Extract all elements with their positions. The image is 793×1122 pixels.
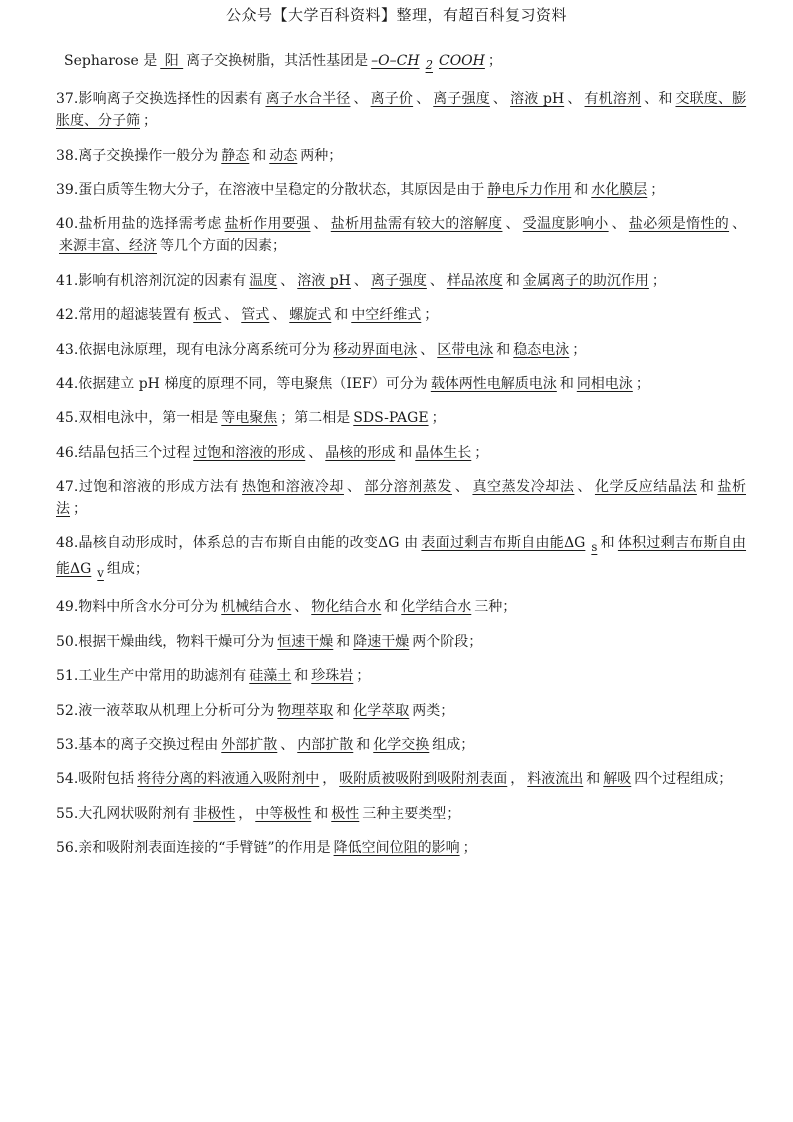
answer-blank: 外部扩散 <box>221 737 278 754</box>
question-text: 、 <box>272 307 287 324</box>
question-text: 、 <box>492 91 508 108</box>
answer-blank: 硅藻土 <box>249 668 292 685</box>
question-text: 51.工业生产中常用的助滤剂有 <box>56 668 247 685</box>
question-text: 和 <box>699 479 715 496</box>
question-49 <box>56 596 746 618</box>
question-text: 组成； <box>106 561 149 578</box>
answer-blank: 珍珠岩 <box>311 668 354 685</box>
question-text: 和 <box>314 805 329 822</box>
answer-blank: 内部扩散 <box>297 737 354 754</box>
answer-blank: 离子强度 <box>370 272 427 289</box>
question-text: 和 <box>384 599 399 616</box>
answer-blank: 受温度影响小 <box>522 216 609 233</box>
question-46 <box>56 442 746 464</box>
question-text: 和 <box>336 633 351 650</box>
question-text: 和 <box>294 668 309 685</box>
question-text: 、 <box>313 216 328 233</box>
question-text: ， <box>238 805 253 822</box>
question-text: 、 <box>567 91 582 108</box>
answer-blank: COOH <box>438 53 485 69</box>
question-text: 、和 <box>644 91 673 108</box>
answer-blank: 解吸 <box>603 771 632 788</box>
answer-blank: 来源丰富、经济 <box>59 238 157 255</box>
question-text: ； <box>431 410 446 427</box>
answer-blank: 螺旋式 <box>289 307 332 324</box>
answer-blank: 移动界面电泳 <box>333 341 418 358</box>
question-text: 、 <box>280 272 295 289</box>
question-text: 41.影响有机溶剂沉淀的因素有 <box>56 272 247 289</box>
answer-blank: 板式 <box>193 307 222 324</box>
question-text: 52.液一液萃取从机理上分析可分为 <box>56 702 275 719</box>
answer-blank: 化学反应结晶法 <box>594 479 697 496</box>
question-text: 、 <box>611 216 626 233</box>
question-text: 45.双相电泳中，第一相是 <box>56 410 219 427</box>
question-text: 组成； <box>432 737 475 754</box>
question-56 <box>56 837 746 859</box>
question-text: 和 <box>336 702 351 719</box>
question-text: ； <box>356 668 371 685</box>
answer-blank: 料液流出 <box>527 771 584 788</box>
answer-blank: 降低空间位阻的影响 <box>333 840 460 857</box>
answer-blank: 水化膜层 <box>591 181 648 198</box>
question-47 <box>56 476 746 520</box>
question-text: 离子交换树脂，其活性基团是 <box>186 53 369 69</box>
question-text: ； <box>462 840 477 857</box>
question-text: 和 <box>586 771 601 788</box>
question-text: 、 <box>294 599 309 616</box>
question-text: ， <box>510 771 525 788</box>
question-text: 三种； <box>474 599 517 616</box>
answer-blank: 非极性 <box>193 805 236 822</box>
answer-blank: 晶核的形成 <box>325 444 396 461</box>
document-body <box>56 50 746 872</box>
question-pre <box>56 50 746 76</box>
question-text: 三种主要类型； <box>362 805 461 822</box>
question-42 <box>56 304 746 326</box>
question-text: 49.物料中所含水分可分为 <box>56 599 219 616</box>
answer-blank: 样品浓度 <box>446 272 503 289</box>
answer-blank: 盐必须是惰性的 <box>628 216 730 233</box>
answer-blank: 静电斥力作用 <box>487 181 572 198</box>
answer-blank: 表面过剩吉布斯自由能ΔG <box>421 535 586 552</box>
question-text: 和 <box>559 375 574 392</box>
subscript: 2 <box>425 57 433 72</box>
question-text: ； <box>650 181 665 198</box>
question-44 <box>56 373 746 395</box>
question-text: 55.大孔网状吸附剂有 <box>56 805 191 822</box>
question-50 <box>56 631 746 653</box>
answer-blank: 中空纤维式 <box>351 307 422 324</box>
question-text: 、 <box>429 272 444 289</box>
question-41 <box>56 270 746 292</box>
answer-blank: 动态 <box>269 147 298 164</box>
answer-blank: 溶液 pH <box>297 272 351 289</box>
question-text: 和 <box>356 737 371 754</box>
question-text: 、 <box>577 479 592 496</box>
answer-blank: –O–CH <box>371 53 420 69</box>
answer-blank: 溶液 pH <box>510 91 565 108</box>
question-55 <box>56 803 746 825</box>
question-43 <box>56 339 746 361</box>
answer-blank: 离子价 <box>370 91 414 108</box>
page-header: 公众号【大学百科资料】整理，有超百科复习资料 <box>225 6 567 24</box>
question-53 <box>56 734 746 756</box>
question-text: ； <box>73 501 87 518</box>
answer-blank: 阳 <box>160 53 184 69</box>
question-40 <box>56 213 746 257</box>
question-37 <box>56 88 746 132</box>
answer-blank: 有机溶剂 <box>584 91 642 108</box>
question-text: 和 <box>600 535 615 552</box>
question-39 <box>56 179 746 201</box>
question-text: 47.过饱和溶液的形成方法有 <box>56 479 240 496</box>
subscript: s <box>591 540 598 555</box>
answer-blank: 中等极性 <box>255 805 312 822</box>
answer-blank: 化学结合水 <box>401 599 472 616</box>
question-48 <box>56 532 746 584</box>
question-text: 两类； <box>412 702 455 719</box>
question-text: 43.依据电泳原理，现有电泳分离系统可分为 <box>56 341 331 358</box>
question-text: Sepharose 是 <box>64 53 158 69</box>
question-text: 48.晶核自动形成时，体系总的吉布斯自由能的改变ΔG 由 <box>56 535 419 552</box>
question-45 <box>56 407 746 429</box>
question-text: 44.依据建立 pH 梯度的原理不同，等电聚焦（IEF）可分为 <box>56 375 428 392</box>
answer-blank: 物理萃取 <box>277 702 334 719</box>
answer-blank: 金属离子的助沉作用 <box>522 272 649 289</box>
answer-blank: 机械结合水 <box>221 599 292 616</box>
answer-blank: 稳态电泳 <box>513 341 570 358</box>
question-51 <box>56 665 746 687</box>
question-text: 、 <box>454 479 470 496</box>
question-text: ， <box>322 771 337 788</box>
subscript: v <box>97 566 104 581</box>
question-text: 38.离子交换操作一般分为 <box>56 147 219 164</box>
answer-blank: 吸附质被吸附到吸附剂表面 <box>339 771 508 788</box>
answer-blank: 化学萃取 <box>353 702 410 719</box>
question-text: 、 <box>308 444 323 461</box>
answer-blank: 极性 <box>331 805 360 822</box>
question-text: 39.蛋白质等生物大分子，在溶液中呈稳定的分散状态，其原因是由于 <box>56 181 485 198</box>
question-text: 、 <box>505 216 520 233</box>
answer-blank: 盐析用盐需有较大的溶解度 <box>330 216 503 233</box>
question-text: 53.基本的离子交换过程由 <box>56 737 219 754</box>
question-54 <box>56 768 746 790</box>
question-text: 四个过程组成； <box>634 771 733 788</box>
answer-blank: 静态 <box>221 147 250 164</box>
question-text: 和 <box>252 147 267 164</box>
answer-blank: 区带电泳 <box>437 341 494 358</box>
answer-blank: 降速干燥 <box>353 633 410 650</box>
answer-blank: 过饱和溶液的形成 <box>193 444 306 461</box>
question-text: 、 <box>346 479 362 496</box>
question-text: ； <box>572 341 587 358</box>
question-text: 和 <box>574 181 589 198</box>
answer-blank: 载体两性电解质电泳 <box>430 375 557 392</box>
question-text: ； <box>424 307 439 324</box>
question-text: 、 <box>280 737 295 754</box>
answer-blank: 同相电泳 <box>576 375 633 392</box>
answer-blank: SDS-PAGE <box>353 410 429 427</box>
answer-blank: 物化结合水 <box>311 599 382 616</box>
question-text: ； <box>651 272 666 289</box>
answer-blank: 晶体生长 <box>415 444 472 461</box>
question-text: 46.结晶包括三个过程 <box>56 444 191 461</box>
question-52 <box>56 700 746 722</box>
answer-blank: 管式 <box>241 307 270 324</box>
question-text: ；第二相是 <box>280 410 351 427</box>
question-text: 、 <box>224 307 239 324</box>
question-text: 等几个方面的因素； <box>160 238 286 255</box>
question-text: 、 <box>732 216 747 233</box>
question-38 <box>56 145 746 167</box>
question-text: 和 <box>505 272 520 289</box>
question-text: 、 <box>420 341 435 358</box>
question-text: 40.盐析用盐的选择需考虑 <box>56 216 222 233</box>
question-text: 56.亲和吸附剂表面连接的“手臂链”的作用是 <box>56 840 331 857</box>
question-text: ； <box>474 444 489 461</box>
answer-blank: 交联度、膨胀度、分子筛 <box>56 91 747 130</box>
answer-blank: 离子强度 <box>433 91 490 108</box>
question-text: 、 <box>353 91 368 108</box>
answer-blank: 真空蒸发冷却法 <box>472 479 575 496</box>
question-text: 、 <box>353 272 368 289</box>
question-text: 50.根据干燥曲线，物料干燥可分为 <box>56 633 275 650</box>
answer-blank: 等电聚焦 <box>221 410 278 427</box>
answer-blank: 盐析作用要强 <box>224 216 311 233</box>
question-text: 37.影响离子交换选择性的因素有 <box>56 91 263 108</box>
question-text: 和 <box>334 307 349 324</box>
answer-blank: 体积过剩吉布斯自由能ΔG <box>56 535 747 578</box>
question-text: 和 <box>398 444 413 461</box>
question-text: 54.吸附包括 <box>56 771 135 788</box>
question-text: 两种； <box>300 147 343 164</box>
answer-blank: 部分溶剂蒸发 <box>364 479 452 496</box>
answer-blank: 离子水合半径 <box>265 91 351 108</box>
question-text: 两个阶段； <box>412 633 483 650</box>
answer-blank: 恒速干燥 <box>277 633 334 650</box>
question-text: ； <box>487 53 502 69</box>
question-text: ； <box>143 113 157 130</box>
answer-blank: 将待分离的料液通入吸附剂中 <box>137 771 320 788</box>
answer-blank: 热饱和溶液冷却 <box>242 479 344 496</box>
answer-blank: 温度 <box>249 272 278 289</box>
question-text: ； <box>635 375 650 392</box>
question-text: 42.常用的超滤装置有 <box>56 307 191 324</box>
answer-blank: 盐析法 <box>56 479 747 518</box>
question-text: 和 <box>496 341 511 358</box>
answer-blank: 化学交换 <box>373 737 430 754</box>
question-text: 、 <box>416 91 431 108</box>
